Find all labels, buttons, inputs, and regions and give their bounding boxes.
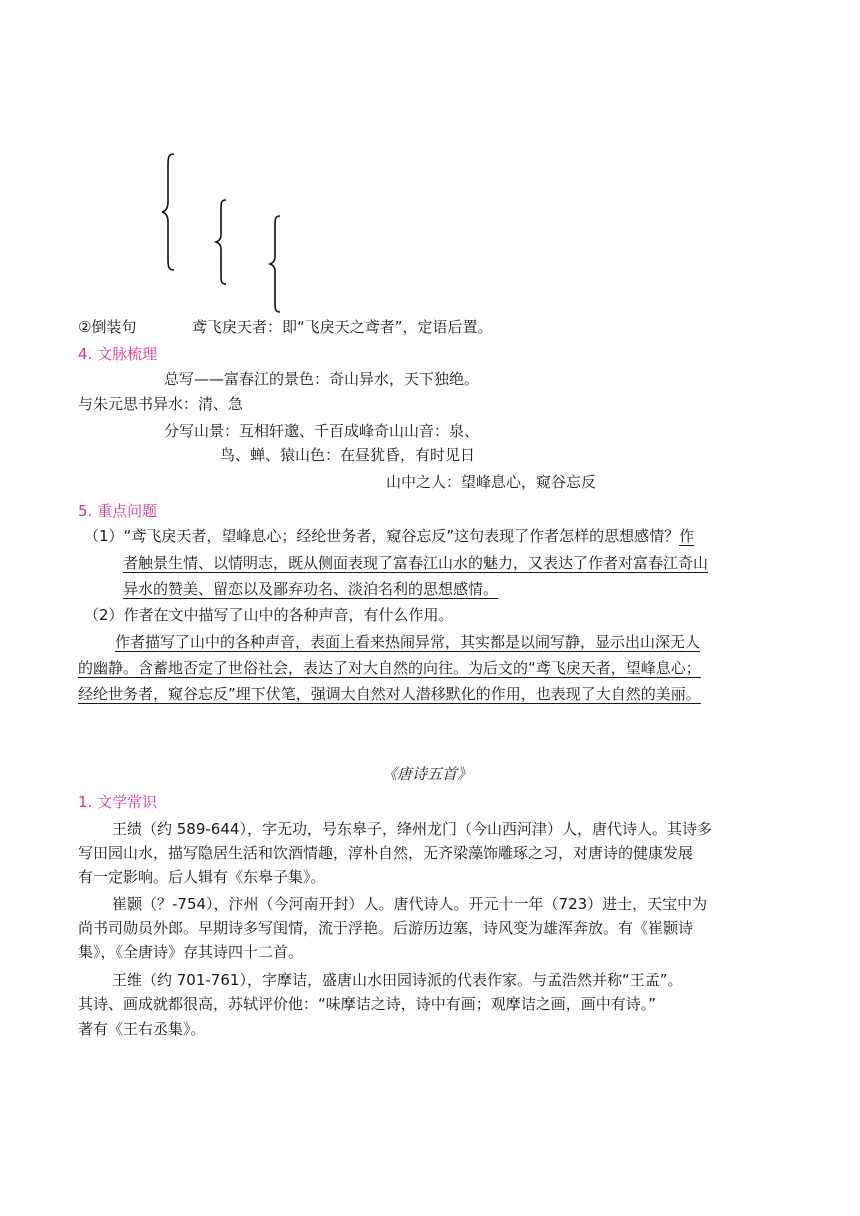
wang-wei-line-2: 其诗、画成就都很高，苏轼评价他：“味摩诘之诗，诗中有画；观摩诘之画，画中有诗。”: [78, 995, 657, 1013]
section-4-heading: 4. 文脉梳理: [78, 345, 158, 363]
brace-1: [160, 152, 176, 272]
tang-poems-title: 《唐诗五首》: [382, 765, 473, 783]
wang-wei-line-3: 著有《王右丞集》。: [78, 1020, 206, 1038]
answer-2-line-1: 作者描写了山中的各种声音，表面上看来热闹异常，其实都是以闹写静，显示出山深无人: [115, 633, 701, 651]
outline-line-5: 山中之人：望峰息心，窥谷忘反: [386, 473, 597, 491]
question-2: （2）作者在文中描写了山中的各种声音，有什么作用。: [84, 606, 454, 624]
cui-hao-line-1: 崔颢（？-754），汴州（今河南开封）人。唐代诗人。开元十一年（723）进士，天宝中为: [112, 895, 708, 913]
wang-ji-line-2: 写田园山水，描写隐居生活和饮酒情趣，淳朴自然，无齐梁藻饰雕琢之习，对唐诗的健康发展: [78, 844, 694, 862]
outline-line-2: 与朱元思书异水：清、急: [78, 395, 244, 413]
section-5-heading: 5. 重点问题: [78, 502, 158, 520]
question-1-text: （1）“鸢飞戾天者，望峰息心；经纶世务者，窥谷忘反”这句表现了作者怎样的思想感情？: [84, 527, 680, 545]
wang-ji-line-1: 王绩（约 589-644），字无功，号东皋子，绛州龙门（今山西河津）人，唐代诗人。其诗多: [112, 820, 712, 838]
cui-hao-line-2: 尚书司勋员外郎。早期诗多写闺情，流于浮艳。后游历边塞，诗风变为雄浑奔放。有《崔颢诗: [78, 919, 694, 937]
outline-line-4: 鸟、蝉、猿山色：在昼犹昏，有时见日: [220, 446, 476, 464]
question-1: [84, 525, 694, 548]
answer-1-line-3: 异水的赞美、留恋以及鄙弃功名、淡泊名利的思想感情。: [123, 580, 499, 598]
wang-wei-line-1: 王维（约 701-761），字摩诘，盛唐山水田园诗派的代表作家。与孟浩然并称“王孟”。: [112, 971, 683, 989]
inversion-label: ②倒装句: [78, 318, 137, 336]
answer-1-start: 作: [679, 527, 695, 545]
answer-2-line-2: 的幽静。含蓄地否定了世俗社会，表达了对大自然的向往。为后文的“鸢飞戾天者，望峰息心；: [78, 659, 701, 677]
answer-1-line-2: 者触景生情、以情明志，既从侧面表现了富春江山水的魅力，又表达了作者对富春江奇山: [123, 554, 709, 572]
brace-3: [268, 214, 282, 314]
literary-knowledge-heading: 1. 文学常识: [78, 793, 158, 811]
inversion-text: 鸢飞戾天者：即“飞戾天之鸢者”，定语后置。: [192, 318, 493, 336]
answer-2-line-3: 经纶世务者，窥谷忘反”埋下伏笔，强调大自然对人潜移默化的作用，也表现了大自然的美丽。: [78, 685, 701, 703]
cui-hao-line-3: 集》，《全唐诗》存其诗四十二首。: [78, 943, 304, 961]
wang-ji-line-3: 有一定影响。后人辑有《东皋子集》。: [78, 868, 326, 886]
brace-2: [214, 198, 228, 286]
outline-line-3: 分写山景：互相轩邈、千百成峰奇山山音：泉、: [164, 422, 480, 440]
outline-line-1: 总写——富春江的景色：奇山异水，天下独绝。: [164, 370, 480, 388]
